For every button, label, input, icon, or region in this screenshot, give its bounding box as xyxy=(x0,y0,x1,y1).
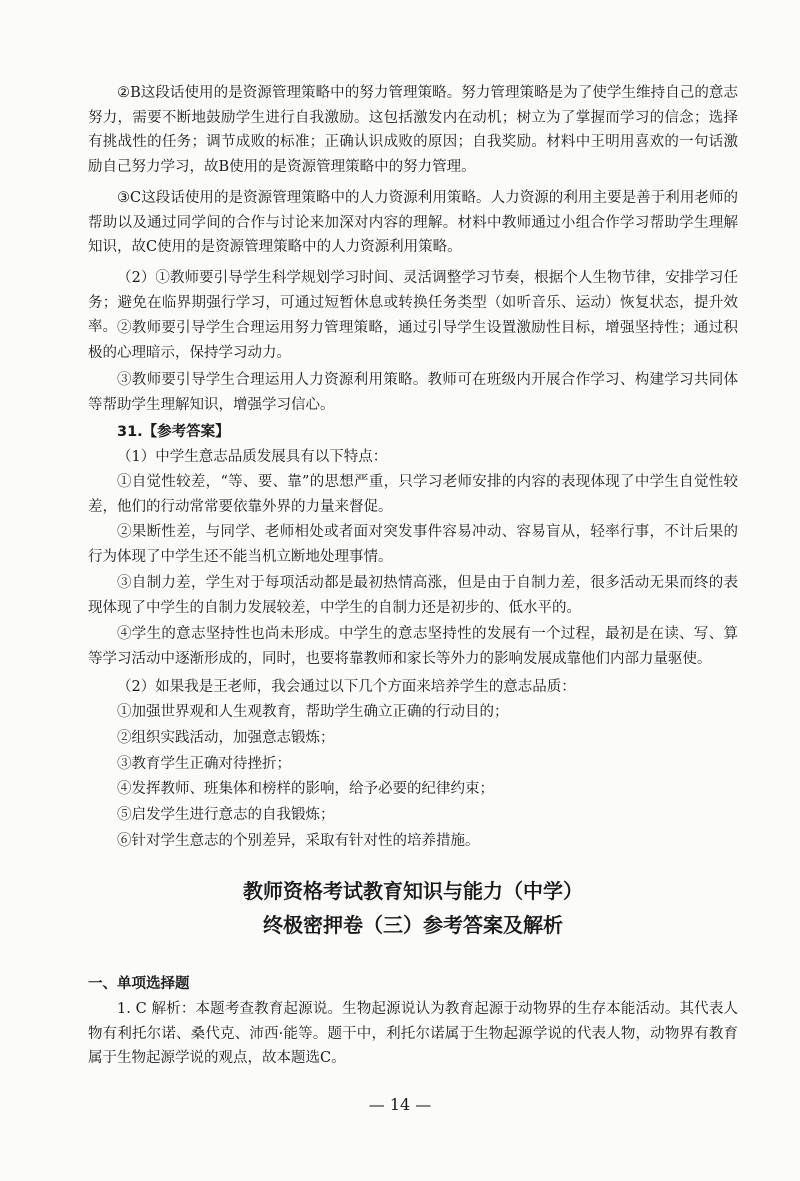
paragraph-31-part-2-intro: （2）如果我是王老师，我会通过以下几个方面来培养学生的意志品质： xyxy=(117,679,576,695)
list-item-4: ④发挥教师、班集体和榜样的影响，给予必要的纪律约束； xyxy=(117,781,494,797)
list-item-5: ⑤启发学生进行意志的自我锻炼； xyxy=(117,807,335,823)
question-31-heading: 31.【参考答案】 xyxy=(117,424,230,440)
paragraph-31-point-1: ①自觉性较差，“等、要、靠”的思想严重，只学习老师安排的内容的表现体现了中学生自觉性较差，他们的行动常常要依靠外界的力量来督促。 xyxy=(88,474,738,515)
exam-title-line-1: 教师资格考试教育知识与能力（中学） xyxy=(243,879,583,903)
paragraph-strategy-c: ③C这段话使用的是资源管理策略中的人力资源利用策略。人力资源的利用主要是善于利用老师的帮助以及通过同学间的合作与讨论来加深对内容的理解。材料中教师通过小组合作学习帮助学生理解知识，故C使用的是资源管理策略中的人力资源利用策略。 xyxy=(88,190,738,255)
paragraph-31-intro: （1）中学生意志品质发展具有以下特点： xyxy=(117,449,388,465)
paragraph-31-point-4: ④学生的意志坚持性也尚未形成。中学生的意志坚持性的发展有一个过程，最初是在读、写、算等学习活动中逐渐形成的，同时，也要将靠教师和家长等外力的影响发展成靠他们内部力量驱使。 xyxy=(88,626,738,667)
section-heading: 一、单项选择题 xyxy=(88,976,190,992)
paragraph-answer-2-3: ③教师要引导学生合理运用人力资源利用策略。教师可在班级内开展合作学习、构建学习共同体等帮助学生理解知识，增强学习信心。 xyxy=(88,372,738,413)
list-item-6: ⑥针对学生意志的个别差异，采取有针对性的培养措施。 xyxy=(117,833,480,849)
paragraph-31-point-2: ②果断性差，与同学、老师相处或者面对突发事件容易冲动、容易盲从，轻率行事，不计后果的行为体现了中学生还不能当机立断地处理事情。 xyxy=(88,524,738,565)
list-item-2: ②组织实践活动，加强意志锻炼； xyxy=(117,730,335,746)
list-item-1: ①加强世界观和人生观教育，帮助学生确立正确的行动目的； xyxy=(117,704,509,720)
paragraph-answer-2-2: ②教师要引导学生合理运用努力管理策略，通过引导学生设置激励性目标，增强坚持性；通过积极的心理暗示，保持学习动力。 xyxy=(88,320,738,361)
paragraph-strategy-b: ②B这段话使用的是资源管理策略中的努力管理策略。努力管理策略是为了使学生维持自己的意志努力，需要不断地鼓励学生进行自我激励。这包括激发内在动机；树立为了掌握而学习的信念；选择有挑战性的任务；调节成败的标准；正确认识成败的原因；自我奖励。材料中王明用喜欢的一句话激励自己努力学习，故B使用的是资源管理策略中的努力管理。 xyxy=(88,85,738,175)
page-number: — 14 — xyxy=(368,1095,432,1114)
paragraph-31-point-3: ③自制力差，学生对于每项活动都是最初热情高涨，但是由于自制力差，很多活动无果而终的表现体现了中学生的自制力发展较差，中学生的自制力还是初步的、低水平的。 xyxy=(88,575,738,616)
exam-title-line-2: 终极密押卷（三）参考答案及解析 xyxy=(263,913,563,937)
answer-q1: 1. C 解析：本题考查教育起源说。生物起源说认为教育起源于动物界的生存本能活动。其代表人物有利托尔诺、桑代克、沛西·能等。题干中，利托尔诺属于生物起源学说的代表人物，动物界有教育属于生物起源学说的观点，故本题选C。 xyxy=(88,1001,738,1066)
list-item-3: ③教育学生正确对待挫折； xyxy=(117,756,291,772)
paragraph-answer-2-1: （2）①教师要引导学生科学规划学习时间、灵活调整学习节奏，根据个人生物节律，安排学习任务；避免在临界期强行学习，可通过短暂休息或转换任务类型（如听音乐、运动）恢复状态，提升效率。 xyxy=(88,270,738,335)
